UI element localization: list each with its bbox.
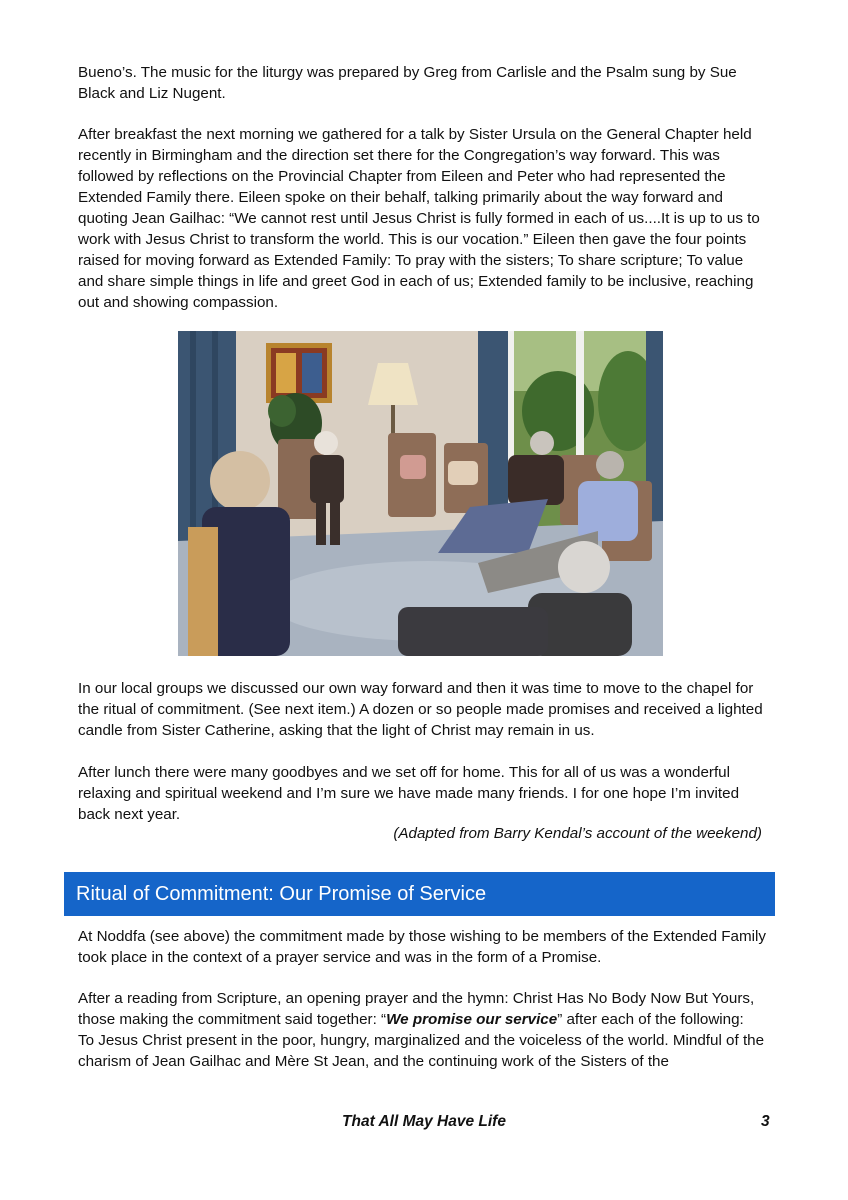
promise-intro-text: After a reading from Scripture, an opening prayer and the hymn: Christ Has No Body Now But Yours, those making the commitment said together: “ bbox=[78, 990, 755, 1028]
page-number: 3 bbox=[761, 1113, 770, 1130]
section-heading-banner bbox=[64, 872, 775, 916]
section-heading: Ritual of Commitment: Our Promise of Service bbox=[76, 883, 487, 905]
promise-item-text: To Jesus Christ present in the poor, hungry, marginalized and the voiceless of the world. Mindful of the charism of Jean Gailhac and Mère St Jean, and the continuing work of the Sisters of the bbox=[78, 1032, 765, 1070]
paragraph-talk-reflections: After breakfast the next morning we gathered for a talk by Sister Ursula on the General Chapter held recently in Birmingham and the direction set there for the Congregation’s way forward. This was followed by reflections on the Provincial Chapter from Eileen and Peter who had represented the Extended Family there. Eileen spoke on their behalf, talking primarily about the way forward and quoting Jean Gailhac: “We cannot rest until Jesus Christ is fully formed in each of us....It is up to us to work with Jesus Christ to transform the world. This is our vocation.” Eileen then gave the four points raised for moving forward as Extended Family: To pray with the sisters; To share scripture; To value and share simple things in life and greet God in each of us; Extended family to be inclusive, reaching out and showing compassion. bbox=[78, 126, 760, 311]
attribution: (Adapted from Barry Kendal’s account of the weekend) bbox=[393, 825, 762, 842]
paragraph-noddfa-commitment: At Noddfa (see above) the commitment made by those wishing to be members of the Extended Family took place in the context of a prayer service and was in the form of a Promise. bbox=[78, 928, 766, 966]
paragraph-liturgy-music: Bueno’s. The music for the liturgy was prepared by Greg from Carlisle and the Psalm sung by Sue Black and Liz Nugent. bbox=[78, 64, 737, 102]
group-discussion-photo bbox=[178, 331, 663, 656]
paragraph-local-groups: In our local groups we discussed our own way forward and then it was time to move to the chapel for the ritual of commitment. (See next item.) A dozen or so people made promises and received a lighted candle from Sister Catherine, asking that the light of Christ may remain in us. bbox=[78, 680, 763, 739]
paragraph-goodbyes: After lunch there were many goodbyes and we set off for home. This for all of us was a wonderful relaxing and spiritual weekend and I’m sure we have made many friends. I for one hope I’m invited back next year. bbox=[78, 764, 740, 823]
paragraph-promise bbox=[78, 988, 768, 1072]
promise-outro-text: ” after each of the following: bbox=[557, 1011, 744, 1028]
footer-title: That All May Have Life bbox=[342, 1113, 506, 1130]
promise-phrase: We promise our service bbox=[386, 1011, 558, 1028]
